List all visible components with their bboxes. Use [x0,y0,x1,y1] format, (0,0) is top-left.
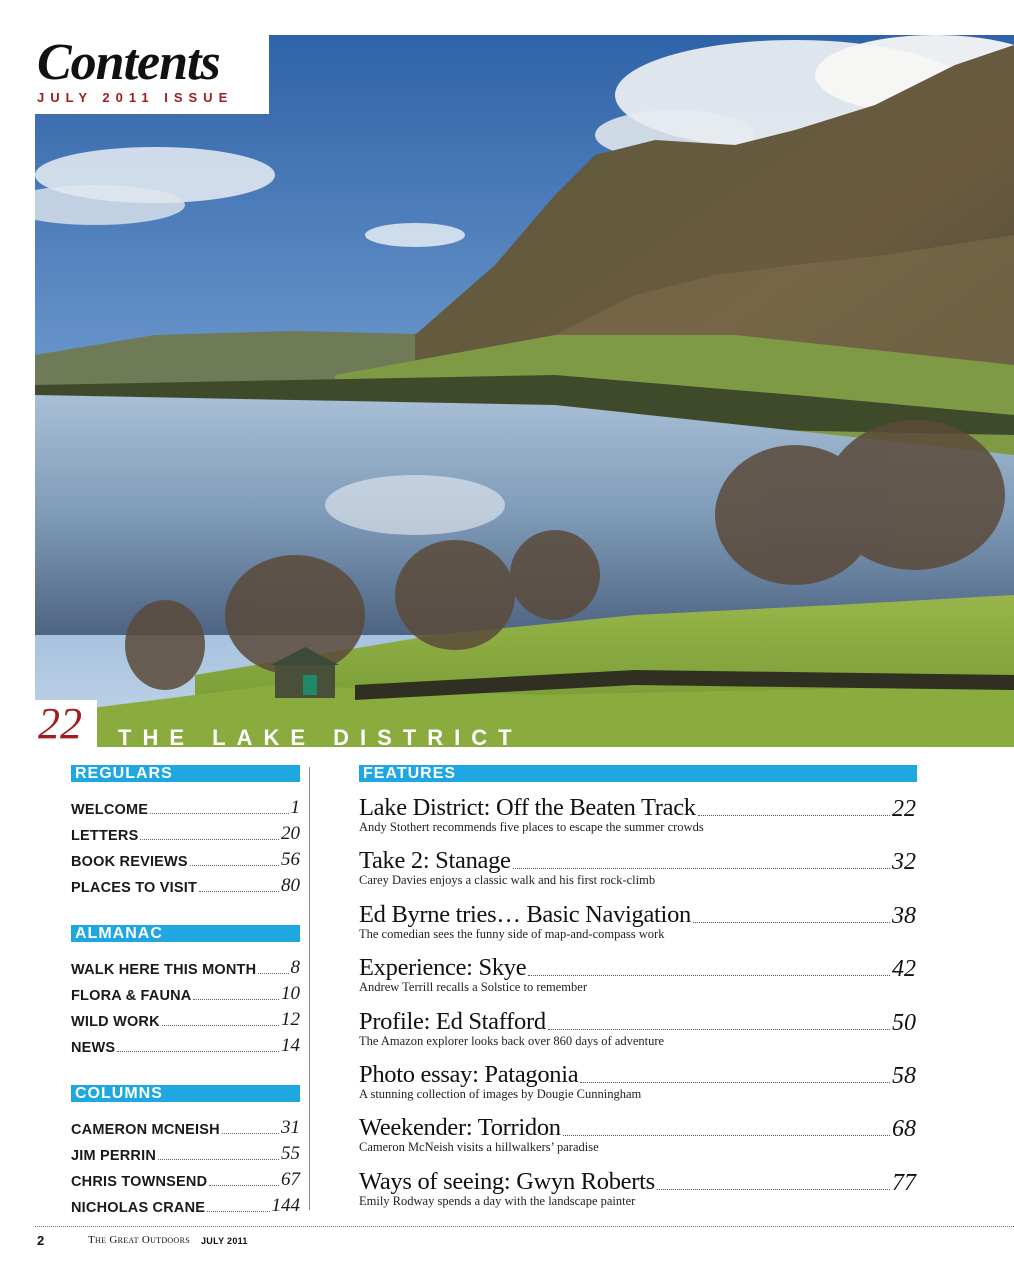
feature-description: Cameron McNeish visits a hillwalkers’ paradise [359,1140,599,1154]
leader-dots [563,1135,890,1136]
hero-caption[interactable]: THE LAKE DISTRICT [118,725,523,750]
leader-dots [190,865,279,866]
leader-dots [513,868,890,869]
toc-page: 20 [281,823,300,844]
section-header-almanac: ALMANAC [71,925,300,942]
feature-page: 77 [892,1170,916,1196]
feature-page: 38 [892,903,916,929]
feature-page: 50 [892,1010,916,1036]
feature-page: 68 [892,1116,916,1142]
feature-title: Photo essay: Patagonia [359,1061,579,1088]
footer-rule [35,1226,1014,1227]
feature-description: Carey Davies enjoys a classic walk and his first rock-climb [359,873,656,887]
leader-dots [693,922,890,923]
toc-label: PLACES TO VISIT [71,880,198,896]
leader-dots [580,1082,890,1083]
leader-dots [258,973,288,974]
issue-label: JULY 2011 ISSUE [37,90,234,105]
feature-item-stanage[interactable] [359,845,916,887]
toc-page: 55 [281,1143,300,1164]
toc-item-flora-fauna[interactable] [71,982,300,1004]
feature-description: The comedian sees the funny side of map-and-compass work [359,927,665,941]
footer-date: JULY 2011 [201,1236,248,1246]
lake-district-landscape [35,35,1014,747]
toc-item-letters[interactable] [71,822,300,844]
feature-title: Ed Byrne tries… Basic Navigation [359,901,691,928]
feature-title: Experience: Skye [359,954,527,981]
page-title: Contents [37,34,220,91]
leader-dots [117,1051,279,1052]
feature-description: Emily Rodway spends a day with the landscape painter [359,1194,636,1208]
toc-item-jim-perrin[interactable] [71,1142,300,1164]
feature-description: Andrew Terrill recalls a Solstice to remember [359,980,587,994]
leader-dots [150,813,288,814]
leader-dots [199,891,279,892]
toc-label: BOOK REVIEWS [71,854,188,870]
toc-label: LETTERS [71,828,139,844]
toc-item-nicholas-crane[interactable] [71,1194,300,1216]
leader-dots [698,815,890,816]
toc-label: CHRIS TOWNSEND [71,1174,208,1190]
toc-label: WALK HERE THIS MONTH [71,962,257,978]
feature-item-ed-byrne[interactable] [359,899,916,941]
hero-photo [35,35,1014,747]
toc-label: NEWS [71,1040,116,1056]
leader-dots [548,1029,890,1030]
feature-description: A stunning collection of images by Dougie Cunningham [359,1087,642,1101]
feature-description: Andy Stothert recommends five places to escape the summer crowds [359,820,704,834]
feature-page: 42 [892,956,916,982]
leader-dots [207,1211,269,1212]
section-header-columns: COLUMNS [71,1085,300,1102]
footer-magazine-name: The Great Outdoors [88,1234,190,1246]
feature-title: Profile: Ed Stafford [359,1008,546,1035]
leader-dots [162,1025,279,1026]
section-header-regulars: REGULARS [71,765,300,782]
leader-dots [222,1133,279,1134]
feature-item-skye[interactable] [359,952,916,994]
toc-item-cameron-mcneish[interactable] [71,1116,300,1138]
toc-item-book-reviews[interactable] [71,848,300,870]
feature-page: 58 [892,1063,916,1089]
toc-item-news[interactable] [71,1034,300,1056]
toc-page: 80 [281,875,300,896]
toc-page: 8 [290,957,300,978]
column-divider [309,767,310,1210]
toc-page: 67 [281,1169,300,1190]
feature-title: Weekender: Torridon [359,1114,561,1141]
toc-label: CAMERON MCNEISH [71,1122,220,1138]
toc-item-wild-work[interactable] [71,1008,300,1030]
feature-item-gwyn-roberts[interactable] [359,1166,916,1208]
toc-item-walk-here[interactable] [71,956,300,978]
toc-label: WILD WORK [71,1014,160,1030]
feature-page: 32 [892,849,916,875]
toc-item-chris-townsend[interactable] [71,1168,300,1190]
hero-page-number[interactable]: 22 [38,699,82,748]
toc-label: WELCOME [71,802,149,818]
feature-description: The Amazon explorer looks back over 860 days of adventure [359,1034,665,1048]
feature-title: Lake District: Off the Beaten Track [359,794,696,821]
leader-dots [209,1185,279,1186]
leader-dots [158,1159,279,1160]
toc-item-welcome[interactable] [71,796,300,818]
toc-page: 12 [281,1009,300,1030]
leader-dots [528,975,890,976]
feature-item-patagonia[interactable] [359,1059,916,1101]
feature-item-torridon[interactable] [359,1112,916,1154]
toc-page: 14 [281,1035,300,1056]
leader-dots [657,1189,890,1190]
feature-title: Ways of seeing: Gwyn Roberts [359,1168,655,1195]
leader-dots [193,999,279,1000]
toc-label: NICHOLAS CRANE [71,1200,206,1216]
toc-page: 10 [281,983,300,1004]
toc-page: 1 [290,797,300,818]
toc-page: 144 [271,1195,300,1216]
toc-page: 56 [281,849,300,870]
feature-title: Take 2: Stanage [359,847,511,874]
toc-label: FLORA & FAUNA [71,988,192,1004]
toc-item-places-to-visit[interactable] [71,874,300,896]
leader-dots [140,839,279,840]
contents-title-box [35,35,269,114]
footer-page-number: 2 [37,1233,45,1248]
feature-item-lake-district[interactable] [359,792,916,834]
feature-item-ed-stafford[interactable] [359,1006,916,1048]
section-header-features: FEATURES [359,765,917,782]
toc-label: JIM PERRIN [71,1148,156,1164]
feature-page: 22 [892,796,916,822]
toc-page: 31 [281,1117,300,1138]
